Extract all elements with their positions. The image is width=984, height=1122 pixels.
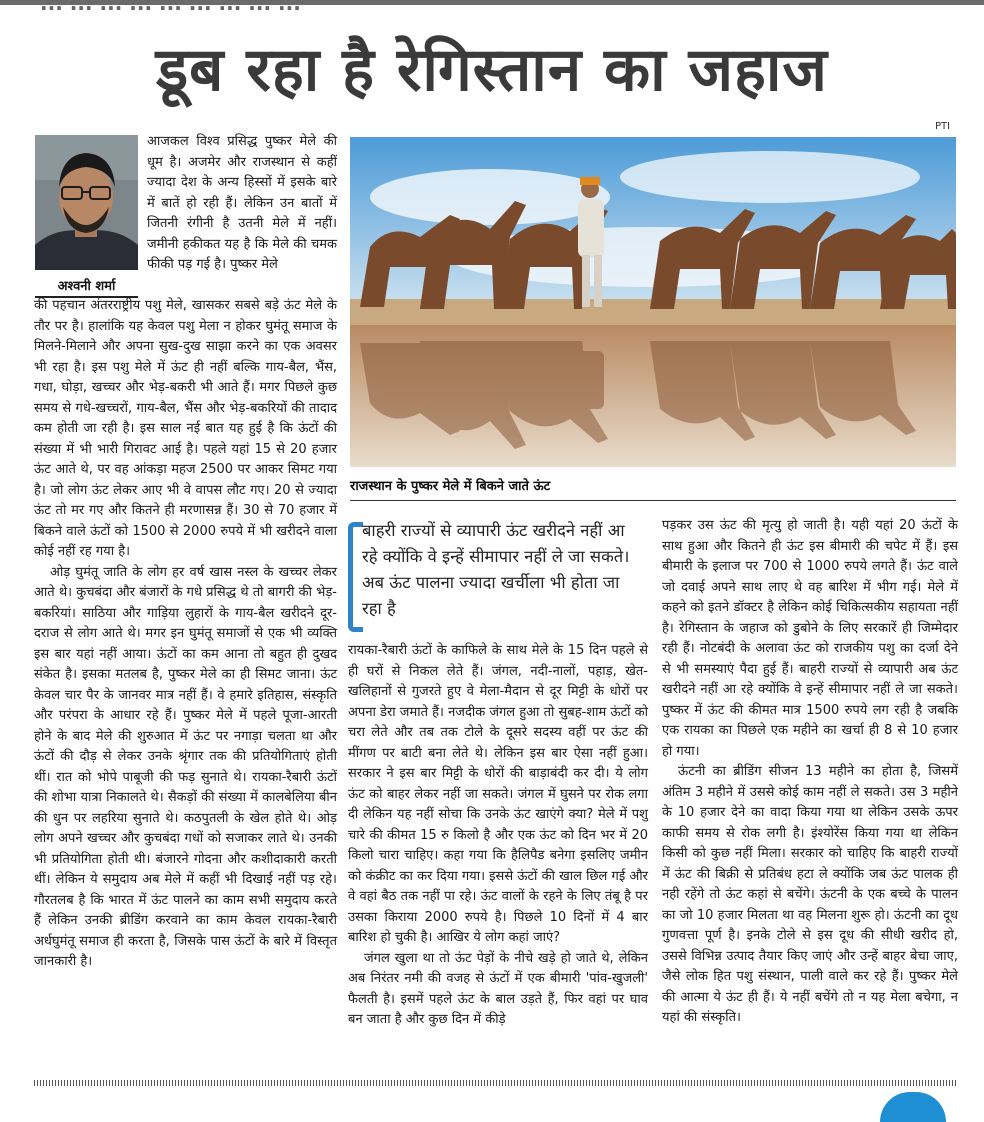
- pull-quote: बाहरी राज्यों से व्यापारी ऊंट खरीदने नहीं आ रहे क्योंकि वे इन्हें सीमापार नहीं ले जा सकते। अब ऊंट पालना ज्यादा खर्चीला भी होता जा रहा है: [362, 521, 630, 618]
- camel-caravan-image: [350, 137, 956, 467]
- article-column-1: [34, 296, 337, 973]
- author-portrait-image: [35, 135, 138, 270]
- article-column-2: [348, 641, 648, 1031]
- bottom-dotted-rule: [34, 1080, 956, 1086]
- headline: डूब रहा है रेगिस्तान का जहाज: [156, 35, 828, 105]
- cut-off-previous-line: ... ... ... ... ... ... ... ... ...: [40, 0, 301, 12]
- author-name: अश्वनी शर्मा: [57, 279, 116, 294]
- camels-photo: [350, 137, 956, 467]
- photo-credit: PTI: [935, 121, 951, 132]
- page-corner-badge: [880, 1092, 946, 1122]
- photo-caption: राजस्थान के पुष्कर मेले में बिकने जाते ऊंट: [350, 479, 551, 494]
- intro-text: आजकल विश्व प्रसिद्ध पुष्कर मेले की धूम है। अजमेर और राजस्थान से कहीं ज्यादा देश के अन्य हिस्सों में इसके बारे में बातें हो रही हैं। लेकिन उन बातों में जितनी रंगीनी है उतनी मेले में नहीं। जमीनी हकीकत यह है कि मेले की चमक फीकी पड़ गई है। पुष्कर मेले: [147, 134, 337, 272]
- col1-paragraph-2: ओड़ घुमंतू जाति के लोग हर वर्ष खास नस्ल के खच्चर लेकर आते थे। कुचबंदा और बंजारों के गधे प्रसिद्ध थे तो बागरी की भेड़-बकरियां। साठिया और गाड़िया लुहारों के गाय-बैल खरीदने दूर-दराज से लोग आते थे। मगर इन घुमंतू समाजों से एक भी व्यक्ति इस बार यहां नहीं आया। ऊंटों का कम आना तो बहुत ही दुखद संकेत है। इसका मतलब है, पुष्कर मेले का ही सिमट जाना। ऊंट केवल चार पैर के जानवर मात्र नहीं हैं। वे हमारे इतिहास, संस्कृति और परंपरा के आधार रहे हैं। पुष्कर मेले में पहले पूजा-आरती होने के बाद मेले की शुरुआत में ऊंट पर नगाड़ा चलता था और ऊंटों की दौड़ से लेकर उनके श्रृंगार तक की प्रतियोगिताएं होती थीं। रात को भोपे पाबूजी की फड़ सुनाते थे। रायका-रैबारी ऊंटों की शोभा यात्रा निकालते थे। सैकड़ों की संख्या में कालबेलिया बीन की धुन पर लहरिया सुनाते थे। कठपुतली के खेल होते थे। ओड़ लोग अपने खच्चर और कुचबंदा गधों को सजाकर लाते थे। उनकी भी प्रतियोगिता होती थी। बंजारने गोदना और कशीदाकारी करती थीं। लेकिन ये समुदाय अब मेले में कहीं भी दिखाई नहीं पड़ रहे। गौरतलब है कि भारत में ऊंट पालने का काम सभी समुदाय करते हैं लेकिन उनकी ब्रीडिंग करवाने का काम केवल रायका-रैबारी अर्धघुमंतू समाज ही करता है, जिसके पास ऊंटों के बारे में विस्तृत जानकारी है।: [34, 564, 337, 969]
- col2-paragraph-2: जंगल खुला था तो ऊंट पेड़ों के नीचे खड़े हो जाते थे, लेकिन अब निरंतर नमी की वजह से ऊंटों में एक बीमारी 'पांव-खुजली' फैलती है। इसमें पहले ऊंट के बाल उड़ते हैं, फिर वहां पर घाव बन जाता है और कुछ दिन में कीड़े: [348, 950, 648, 1027]
- pull-quote-bracket: [348, 522, 363, 632]
- col2-paragraph-1: रायका-रैबारी ऊंटों के काफिले के साथ मेले के 15 दिन पहले से ही घरों से निकल लेते हैं। जंगल, नदी-नालों, पहाड़, खेत-खलिहानों से गुजरते हुए वे मेला-मैदान से दूर मिट्टी के धोरों पर अपना डेरा जमाते हैं। नजदीक जंगल हुआ तो सुबह-शाम ऊंटों को चरा लेते और तब तक टोले के दूसरे सदस्य वहीं पर ऊंट की मींगण पर बाटी बना लेते थे। लेकिन इस बार ऐसा नहीं हुआ। सरकार ने इस बार मिट्टी के धोरों की बाड़ाबंदी कर दी। ये लोग ऊंट को बाहर लेकर नहीं जा सकते। जंगल में घुसने पर रोक लगा दी लेकिन यह नहीं सोचा कि उनके ऊंट खाएंगे क्या? मेले में पशु चारे की कीमत 15 रु किलो है और एक ऊंट को दिन भर में 20 किलो चारा चाहिए। कहा गया कि हैलिपैड बनेगा इसलिए जमीन को कंक्रीट का कर दिया गया। इससे ऊंटों की खाल छिल गई और वे वहां बैठ तक नहीं पा रहे। ऊंट वालों के रहने के लिए तंबू है पर उसका किराया 2000 रुपये है। पिछले 10 दिनों में 4 बार बारिश हो चुकी है। आखिर ये लोग कहां जाएं?: [348, 643, 649, 945]
- intro-paragraph: [147, 132, 337, 276]
- col3-paragraph-1: पड़कर उस ऊंट की मृत्यु हो जाती है। यही यहां 20 ऊंटों के साथ हुआ और कितने ही ऊंट इस बीमारी की चपेट में हैं। इस बीमारी के इलाज पर 700 से 1000 रुपये लगते हैं। ऊंट वाले जो दवाई अपने साथ लाए थे वह बारिश में भीग गई। मेले में कहने को इतने डॉक्टर है लेकिन कोई चिकित्सकीय सहायता नहीं है। रेगिस्तान के जहाज को डुबोने के लिए सरकारें ही जिम्मेदार रही हैं। नोटबंदी के अलावा ऊंट को राजकीय पशु का दर्जा देने से भी समस्याएं पैदा हुई हैं। बाहरी राज्यों से व्यापारी अब ऊंट खरीदने नहीं आ रहे क्योंकि वे इन्हें सीमापार नहीं ले जा सकते। पुष्कर में ऊंट की कीमत मात्र 1500 रुपये लग रही है जबकि एक रायका का पिछले एक महीने का खर्चा ही 8 से 10 हजार हो गया।: [662, 518, 958, 759]
- col1-paragraph-1: की पहचान अंतरराष्ट्रीय पशु मेले, खासकर सबसे बड़े ऊंट मेले के तौर पर है। हालांकि यह केवल पशु मेला न होकर घुमंतू समाज के मिलने-मिलाने और अपना सुख-दुख साझा करने का एक अवसर भी रहा है। इस पशु मेले में ऊंट ही नहीं बल्कि गाय-बैल, भैंस, गधा, घोड़ा, खच्चर और भेड़-बकरी भी आते हैं। मगर पिछले कुछ समय से गधे-खच्चरों, गाय-बैल, भैंस और भेड़-बकरियों की तादाद कम होती जा रही है। इस साल नई बात यह हुई है कि ऊंटों की संख्या में भी भारी गिरावट आई है। पहले यहां 15 से 20 हजार ऊंट आते थे, पर वह आंकड़ा महज 2500 पर आकर सिमट गया है। जो लोग ऊंट लेकर आए भी वे वापस लौट गए। 20 से ज्यादा ऊंट तो मर गए और कितने ही मरणासन्न हैं। 30 से 70 हजार में बिकने वाले ऊंटों को 1500 से 2000 रुपये में भी खरीदने वाला कोई नहीं रह गया है।: [34, 298, 337, 559]
- article-column-3: [662, 516, 958, 1029]
- col3-paragraph-2: ऊंटनी का ब्रीडिंग सीजन 13 महीने का होता है, जिसमें अंतिम 3 महीने में उससे कोई काम नहीं ले सकते। उस 3 महीने के 10 हजार देने का वादा किया गया था लेकिन उसके ऊपर काफी समय से रोक लगी है। इंश्योरेंस किया गया था लेकिन किसी को कुछ नहीं मिला। सरकार को चाहिए कि बाहरी राज्यों में ऊंट की बिक्री से प्रतिबंध हटा ले क्योंकि जब ऊंट पालक ही नही रहेंगे तो ऊंट कहां से बचेंगे। ऊंटनी के एक बच्चे के पालन का जो 10 हजार मिलता था वह मिलना शुरू हो। ऊंटनी का दूध गुणवत्ता पूर्ण है। इनके टोले से इस दूध की सीधी खरीद हो, उससे विभिन्न उत्पाद तैयार किए जाएं और उन्हें बाहर बेचा जाए, जैसे लोक हित पशु संस्थान, पाली वाले कर रहे हैं। पुष्कर मेले की आत्मा ये ऊंट ही हैं। ये नहीं बचेंगे तो न यह मेला बचेगा, न यहां की संस्कृति।: [662, 764, 958, 1025]
- author-photo: [35, 135, 138, 270]
- caption-divider: [350, 500, 956, 501]
